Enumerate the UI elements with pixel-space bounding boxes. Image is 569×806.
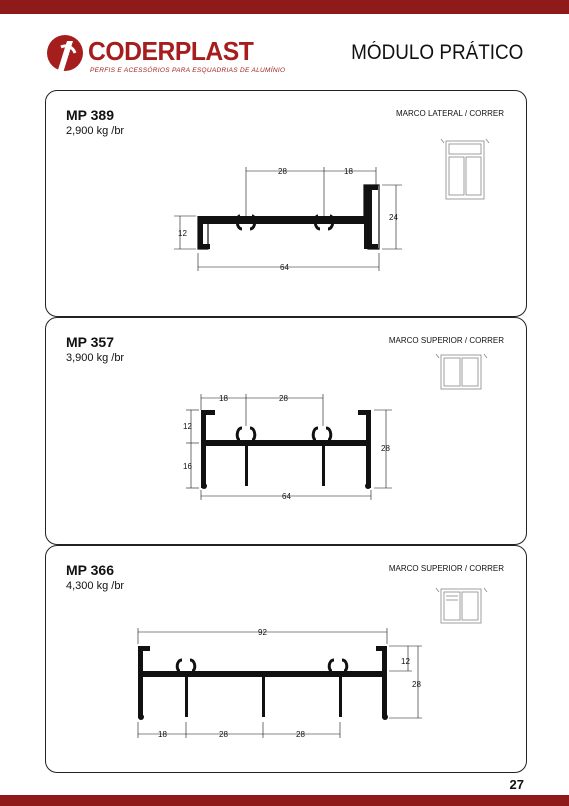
- profile-weight: 3,900 kg /br: [66, 352, 125, 364]
- dim-label: 16: [183, 462, 192, 471]
- window-lateral-frame-icon: [441, 139, 489, 199]
- brand-tagline: PERFIS E ACESSÓRIOS PARA ESQUADRIAS DE ALUMÍNIO: [90, 67, 286, 74]
- page-number: 27: [509, 777, 524, 792]
- dim-label: 28: [279, 394, 288, 403]
- window-top-frame-icon: [436, 354, 487, 389]
- profile-code: MP 389: [66, 107, 114, 123]
- dim-label: 12: [401, 657, 410, 666]
- profile-drawing: [46, 318, 526, 544]
- dim-label: 24: [389, 213, 398, 222]
- dim-label: 28: [278, 167, 287, 176]
- profile-weight: 4,300 kg /br: [66, 580, 125, 592]
- module-title: MÓDULO PRÁTICO: [350, 41, 523, 64]
- window-top-frame-icon: [436, 588, 487, 623]
- top-bar: [0, 0, 569, 14]
- profile-card: [45, 90, 527, 317]
- dim-label: 92: [258, 628, 267, 637]
- profile-card: [45, 545, 527, 773]
- dim-label: 12: [183, 422, 192, 431]
- bottom-bar: [0, 795, 569, 806]
- profile-weight: 2,900 kg /br: [66, 125, 125, 137]
- dim-label: 64: [280, 263, 289, 272]
- profile-code: MP 357: [66, 334, 114, 350]
- dim-label: 64: [282, 492, 291, 501]
- profile-drawing: [46, 91, 526, 316]
- dim-label: 28: [296, 730, 305, 739]
- profile-type: MARCO SUPERIOR / CORRER: [388, 336, 504, 345]
- profile-card: [45, 317, 527, 545]
- dim-label: 18: [219, 394, 228, 403]
- profile-drawing: [46, 546, 526, 772]
- brand-name: CODERPLAST: [88, 36, 254, 66]
- coderplast-logo: [45, 33, 87, 75]
- profile-type: MARCO SUPERIOR / CORRER: [388, 564, 504, 573]
- dim-label: 28: [381, 444, 390, 453]
- dim-label: 18: [158, 730, 167, 739]
- profile-type: MARCO LATERAL / CORRER: [395, 109, 504, 118]
- dim-label: 28: [412, 680, 421, 689]
- dim-label: 18: [344, 167, 353, 176]
- dim-label: 28: [219, 730, 228, 739]
- profile-code: MP 366: [66, 562, 114, 578]
- dim-label: 12: [178, 229, 187, 238]
